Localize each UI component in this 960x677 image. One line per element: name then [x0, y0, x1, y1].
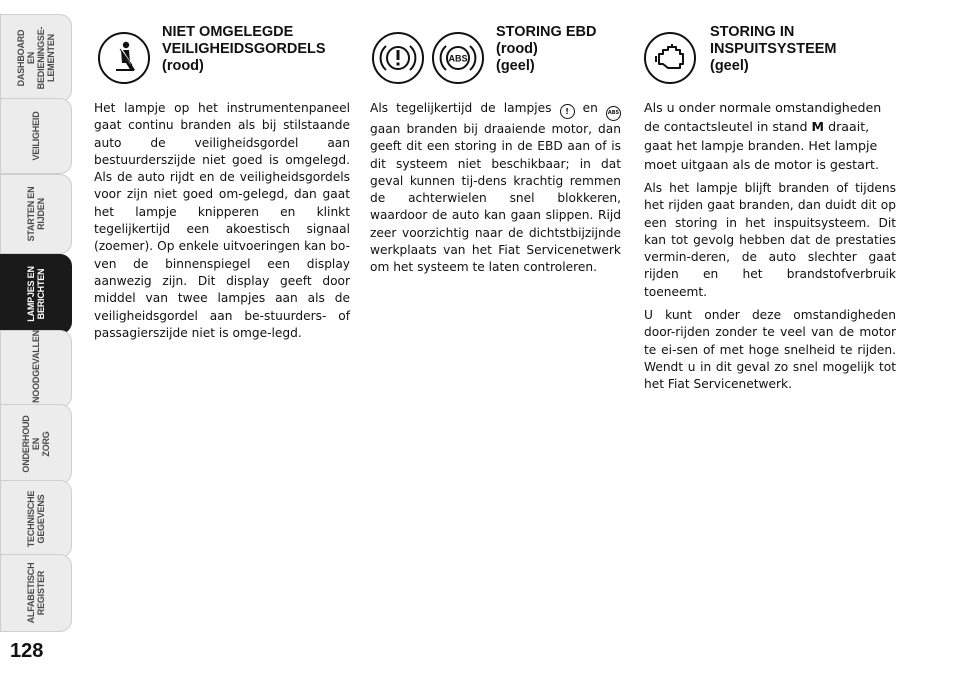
paragraph-text: Als tegelijkertijd de lampjes [370, 101, 560, 115]
tab-label: STARTEN EN RIJDEN [26, 186, 46, 242]
tab-label: DASHBOARD EN BEDIENINGSE- LEMENTEN [16, 26, 56, 90]
tab-dashboard[interactable] [0, 14, 72, 102]
tab-technical-data[interactable] [0, 480, 72, 558]
abs-icon [432, 32, 484, 84]
brake-warning-icon: ! [560, 104, 575, 119]
section-paragraph [370, 100, 621, 277]
tab-starting-driving[interactable] [0, 174, 72, 254]
section-paragraph: U kunt onder deze omstandigheden door-rijden zonder te veel van de motor te ei-sen of met hoge snelheid te rijden. Wendt u in dit geval zo snel mogelijk tot het Fiat Servicenetwerk. [644, 308, 896, 392]
tab-emergencies[interactable] [0, 330, 72, 408]
abs-icon: ABS [606, 106, 621, 121]
paragraph-text: draait, gaat het lampje branden. Het lampje moet uitgaan als de motor is gestart. [644, 119, 879, 172]
abs-icon-label: ABS [448, 53, 468, 64]
section-paragraph [644, 98, 896, 174]
page-number: 128 [10, 640, 44, 662]
section-header [94, 24, 350, 90]
paragraph-text: en [574, 101, 606, 115]
tab-label: ONDERHOUD EN ZORG [21, 415, 51, 473]
section-title: STORING EBD (rood) (geel) [496, 24, 597, 74]
tab-label: VEILIGHEID [31, 111, 41, 161]
chapter-sidebar [0, 0, 72, 640]
engine-check-icon [644, 32, 696, 84]
key-position-label: M [811, 119, 825, 134]
tab-label: ALFABETISCH REGISTER [26, 562, 46, 624]
tab-lights-messages[interactable] [0, 254, 72, 334]
brake-warning-icon [372, 32, 424, 84]
tab-maintenance[interactable] [0, 404, 72, 484]
section-header [370, 24, 621, 90]
section-paragraph: Het lampje op het instrumentenpaneel gaat continu branden als bij stilstaande auto de veiligheidsgordel aan bestuurderszijde niet goed is omgelegd. Als de auto rijdt en de veiligheidsgordels voor zijn niet goed om-gelegd, dan gaat het lampje knipperen en klinkt tegelijkertijd een akoestisch signaal (zoemer). Op enkele uitvoeringen kan bo-ven de binnenspiegel een display aanwezig zijn. Dit display geeft door middel van twee lampjes aan als de veiligheidsgordel aan be-stuurders- of passagierszijde niet is omge-legd. [94, 101, 350, 340]
section-title: NIET OMGELEGDE VEILIGHEIDSGORDELS (rood) [162, 24, 326, 74]
section-injection-failure [644, 24, 896, 400]
tab-safety[interactable] [0, 98, 72, 174]
section-title: STORING IN INSPUITSYSTEEM (geel) [710, 24, 837, 74]
tab-label: TECHNISCHE GEGEVENS [26, 490, 46, 548]
tab-label: NOODGEVALLEN [31, 330, 41, 403]
tab-index[interactable] [0, 554, 72, 632]
tab-label: LAMPJES EN BERICHTEN [26, 266, 46, 322]
paragraph-text: Als u onder normale omstandigheden de contactsleutel in stand [644, 100, 882, 134]
section-paragraph: Als het lampje blijft branden of tijdens het rijden gaat branden, dan duidt dit op een storing in het inspuitsysteem. Dit kan tot gevolg hebben dat de prestaties vermin-deren, de auto slechter gaat rijden en het brandstofverbruik toeneemt. [644, 181, 896, 299]
section-header [644, 24, 896, 90]
section-ebd-failure [370, 24, 621, 283]
section-seatbelt [94, 24, 350, 348]
paragraph-text: gaan branden bij draaiende motor, dan geeft dit een storing in de EBD aan of is dit systeem niet beschikbaar; in dat geval kunnen tij-dens krachtig remmen de achterwielen snel blokkeren, waardoor de auto kan gaan slippen. Rijd zeer voorzichtig naar de dichtstbijzijnde werkplaats van het Fiat Servicenetwerk om het systeem te laten controleren. [370, 122, 621, 275]
seatbelt-icon [98, 32, 150, 84]
